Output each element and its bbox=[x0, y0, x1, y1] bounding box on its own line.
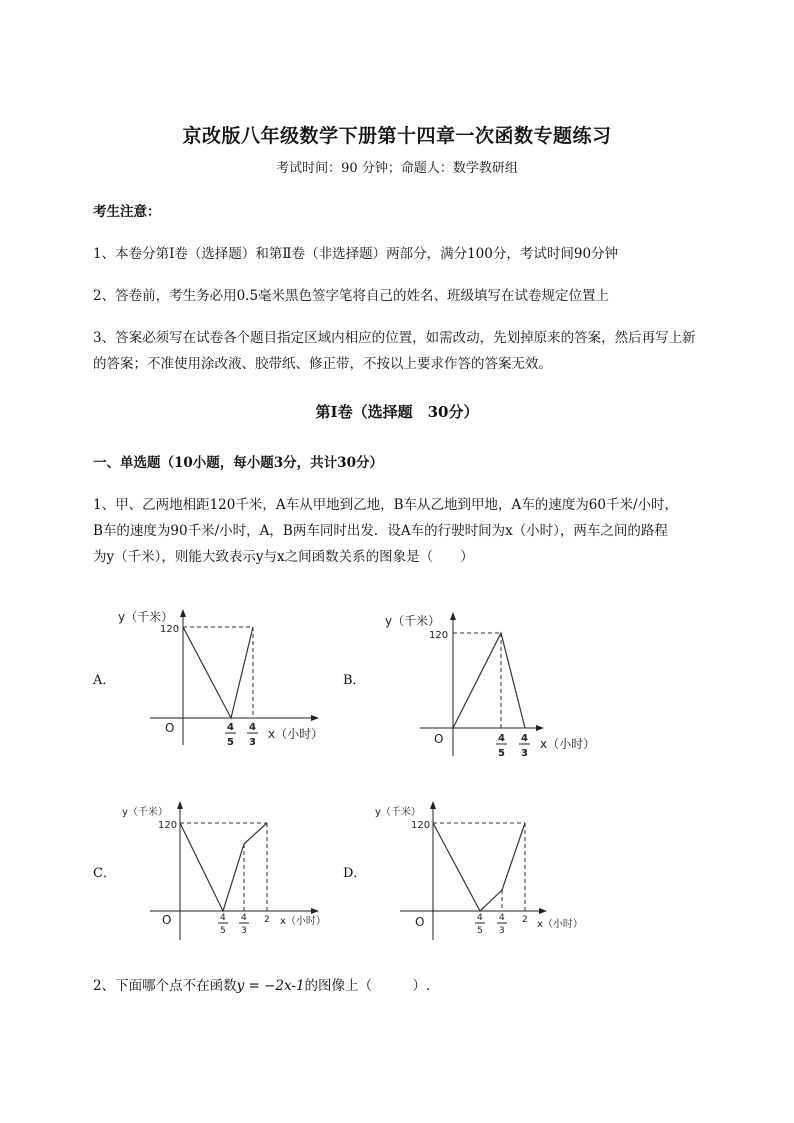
option-a-ylabel: y（千米） bbox=[118, 610, 174, 624]
option-c-xtick-3: 2 bbox=[264, 915, 270, 925]
option-c-xlabel: x（小时） bbox=[280, 916, 326, 927]
option-c-xtick-2-num: 4 bbox=[241, 913, 247, 923]
option-a-xtick-2-den: 3 bbox=[249, 737, 256, 748]
part-heading: 一、单选题（10小题，每小题3分，共计30分） bbox=[93, 455, 383, 471]
notice-heading: 考生注意： bbox=[93, 204, 161, 220]
option-d-ylabel: y（千米） bbox=[375, 807, 421, 818]
page-title: 京改版八年级数学下册第十四章一次函数专题练习 bbox=[182, 125, 612, 147]
option-d-xtick-1-den: 5 bbox=[477, 926, 483, 936]
question-2 bbox=[93, 974, 430, 994]
notice-item-3-cont: 的答案；不准使用涂改液、胶带纸、修正带，不按以上要求作答的答案无效。 bbox=[93, 356, 552, 372]
option-c-graph[interactable] bbox=[110, 800, 340, 945]
option-a-xtick-1-num: 4 bbox=[227, 722, 234, 733]
question-2-suffix: 的图像上（ ）. bbox=[304, 978, 431, 994]
option-a-xtick-1-den: 5 bbox=[227, 737, 234, 748]
option-d-xtick-2-den: 3 bbox=[499, 926, 505, 936]
option-b-xtick-1-den: 5 bbox=[498, 748, 505, 759]
question-2-formula: y = −2x-1 bbox=[236, 978, 305, 994]
option-c-ylabel: y（千米） bbox=[122, 807, 168, 818]
option-d-xtick-3: 2 bbox=[522, 915, 528, 925]
option-b-label[interactable]: B． bbox=[343, 673, 366, 688]
option-b-graph[interactable] bbox=[380, 608, 610, 763]
option-c-xtick-1-num: 4 bbox=[220, 913, 226, 923]
question-2-prefix: 2、下面哪个点不在函数 bbox=[93, 978, 237, 994]
section-title: 第I卷（选择题 30分） bbox=[315, 403, 479, 421]
option-b-origin: O bbox=[434, 732, 444, 746]
option-d-xtick-2-num: 4 bbox=[499, 913, 505, 923]
option-c-xtick-1-den: 5 bbox=[220, 926, 226, 936]
option-b-xtick-1-num: 4 bbox=[498, 733, 505, 744]
option-b-ylabel: y（千米） bbox=[385, 614, 441, 628]
option-a-y-tick: 120 bbox=[160, 624, 180, 635]
option-d-xlabel: x（小时） bbox=[537, 919, 583, 930]
option-b-xlabel: x（小时） bbox=[540, 737, 596, 751]
option-b-y-tick: 120 bbox=[429, 630, 449, 641]
option-d-graph[interactable] bbox=[365, 800, 595, 945]
option-c-label[interactable]: C． bbox=[93, 866, 116, 881]
question-1-line-1: 1、甲、乙两地相距120千米，A车从甲地到乙地，B车从乙地到甲地，A车的速度为60千米/小时， bbox=[93, 497, 679, 513]
option-c-origin: O bbox=[162, 913, 172, 927]
option-a-xtick-2-num: 4 bbox=[249, 722, 256, 733]
exam-info: 考试时间：90 分钟；命题人：数学教研组 bbox=[276, 161, 518, 176]
option-a-origin: O bbox=[165, 721, 175, 735]
question-1-line-3: 为y（千米），则能大致表示y与x之间函数关系的图象是（ ） bbox=[93, 549, 474, 565]
option-b-xtick-2-den: 3 bbox=[521, 748, 528, 759]
notice-item-3: 3、答案必须写在试卷各个题目指定区域内相应的位置，如需改动，先划掉原来的答案，然后再写上新 bbox=[93, 330, 696, 346]
option-c-xtick-2-den: 3 bbox=[241, 926, 247, 936]
option-d-label[interactable]: D． bbox=[343, 866, 367, 881]
notice-item-1: 1、本卷分第I卷（选择题）和第Ⅱ卷（非选择题）两部分，满分100分，考试时间90分钟 bbox=[93, 246, 619, 262]
notice-item-2: 2、答卷前，考生务必用0.5毫米黑色签字笔将自己的姓名、班级填写在试卷规定位置上 bbox=[93, 288, 610, 304]
option-a-label[interactable]: A． bbox=[93, 673, 116, 688]
question-1-line-2: B车的速度为90千米/小时，A，B两车同时出发．设A车的行驶时间为x（小时），两车之间的路程 bbox=[93, 523, 668, 539]
option-d-y-tick: 120 bbox=[411, 820, 431, 831]
option-c-y-tick: 120 bbox=[158, 820, 178, 831]
option-b-xtick-2-num: 4 bbox=[521, 733, 528, 744]
option-d-origin: O bbox=[415, 915, 425, 929]
option-a-xlabel: x（小时） bbox=[268, 727, 324, 741]
option-a-graph[interactable] bbox=[110, 605, 340, 755]
option-d-xtick-1-num: 4 bbox=[477, 913, 483, 923]
